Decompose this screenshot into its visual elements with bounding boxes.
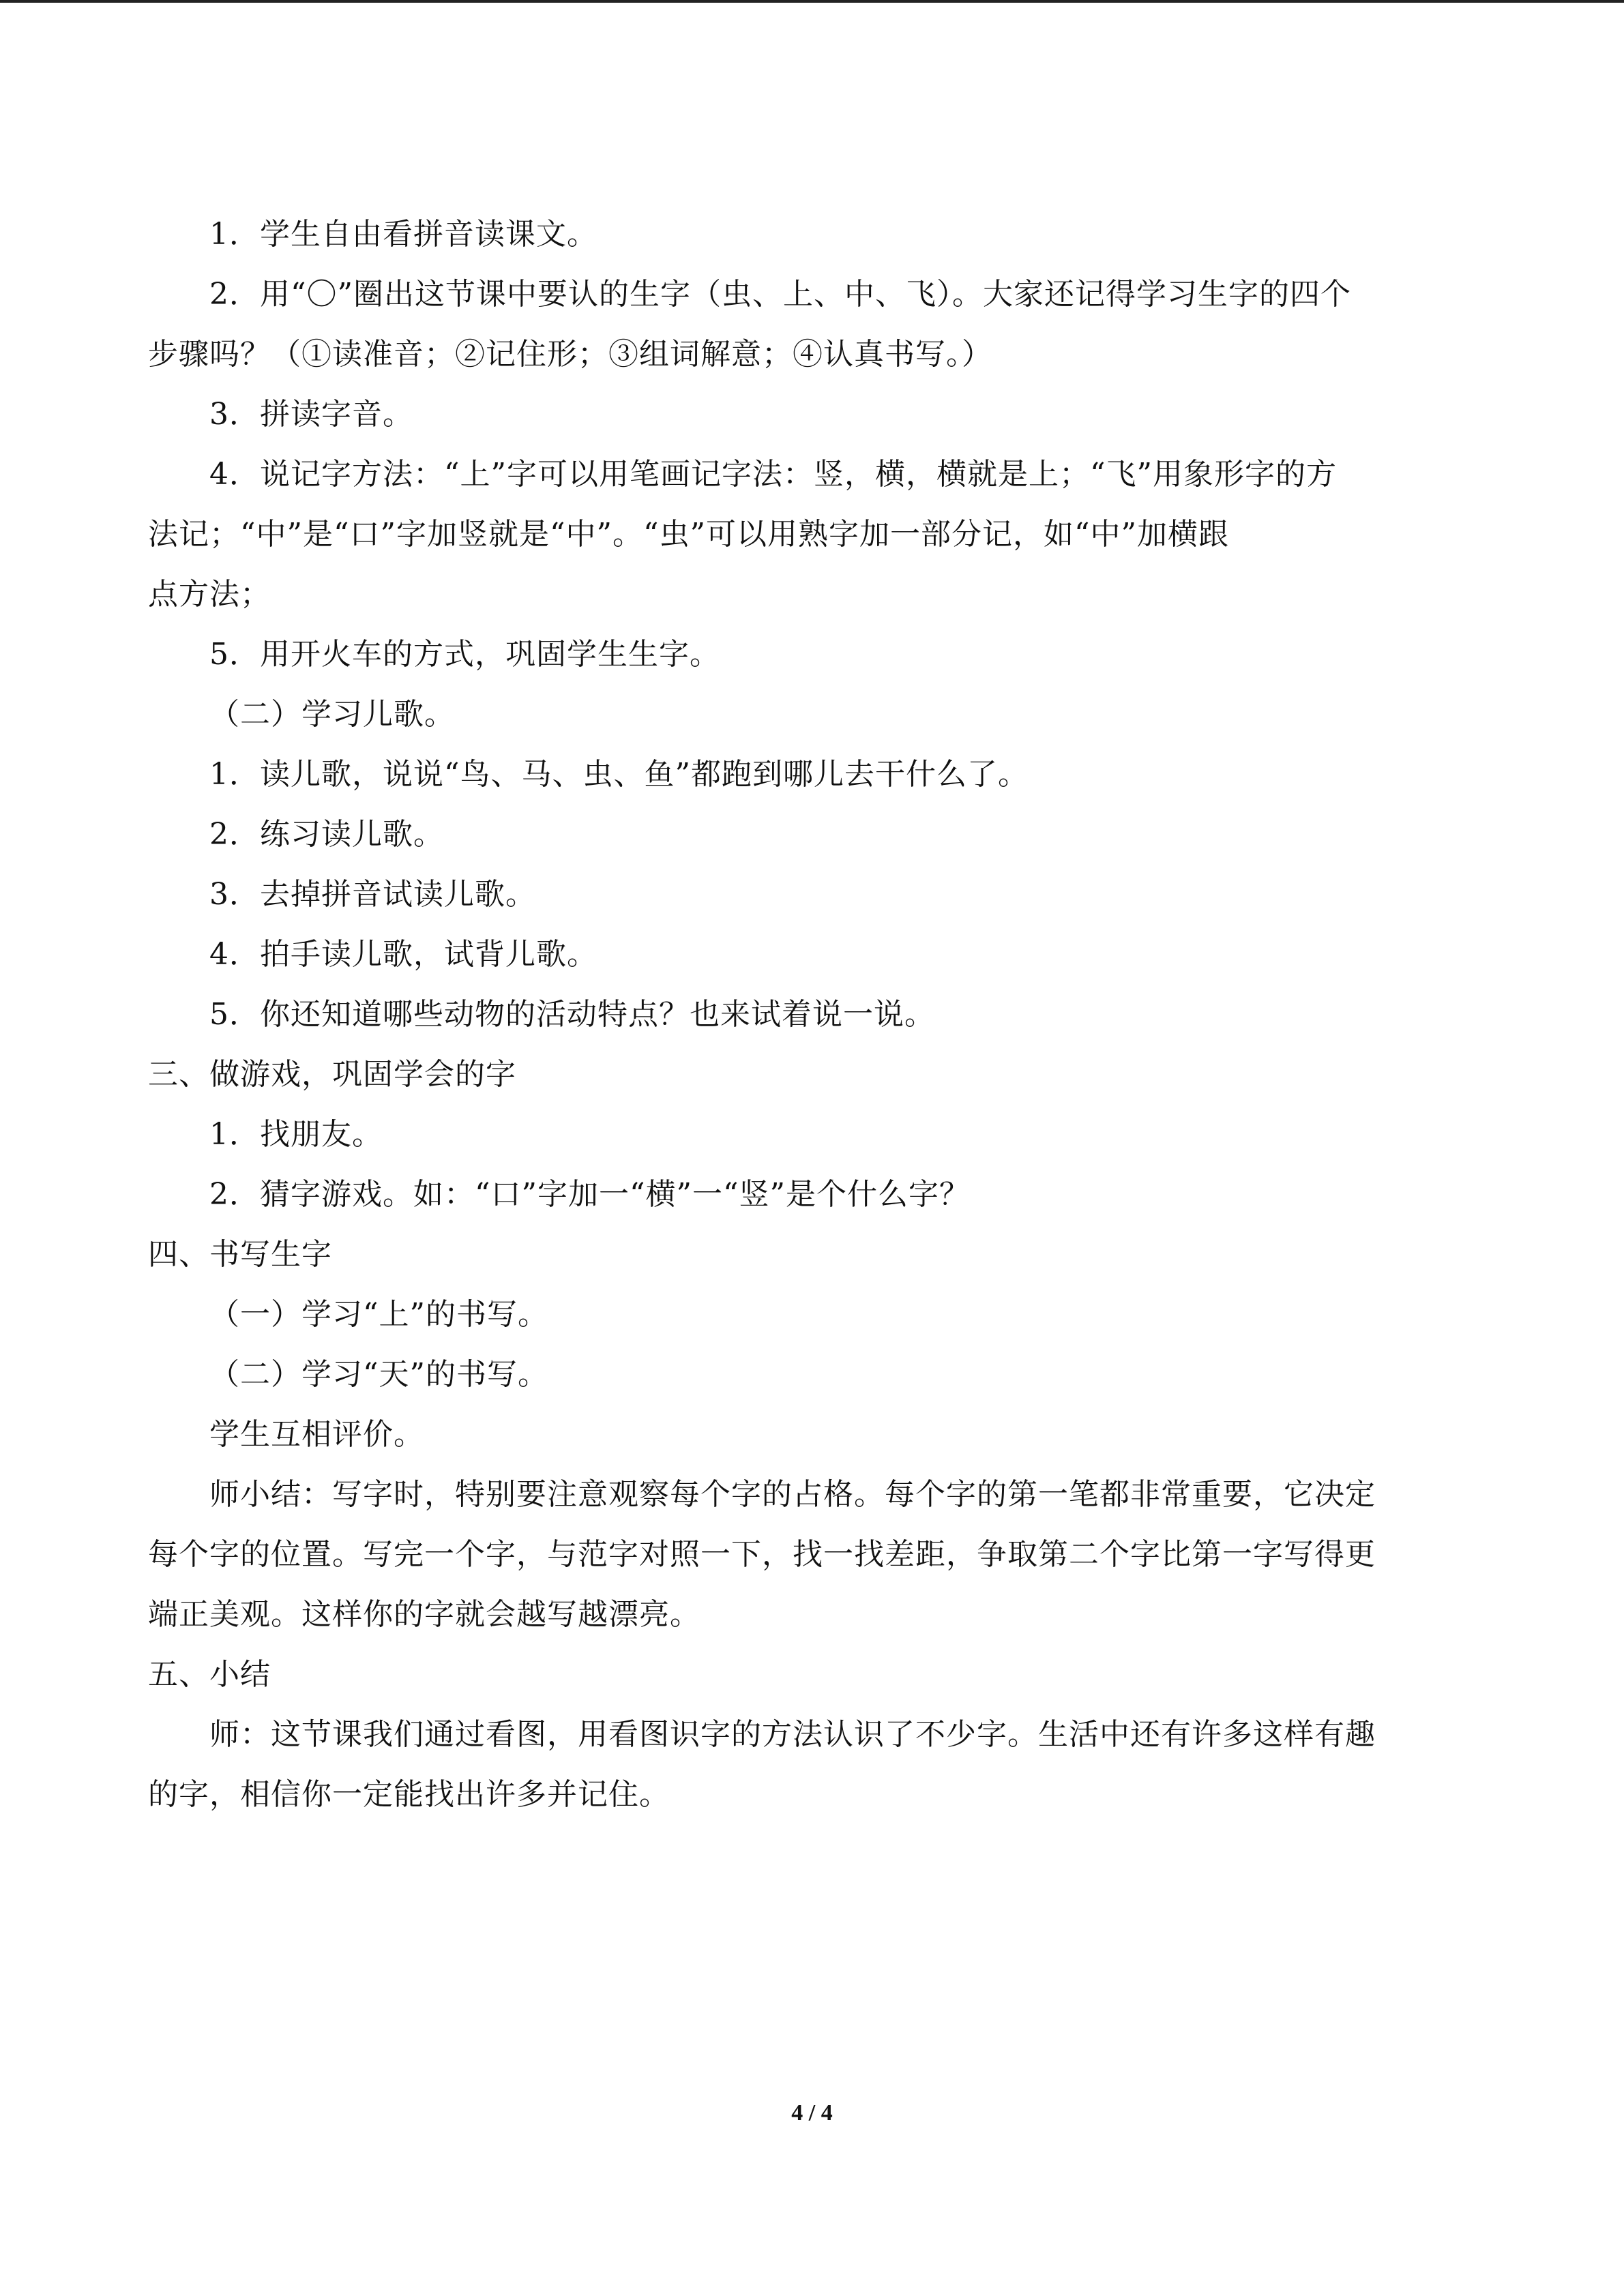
game-step-2: 2．猜字游戏。如：“口”字加一“横”一“竖”是个什么字？ xyxy=(209,1177,970,1212)
step-3-line: 3．拼读字音。 xyxy=(209,397,413,432)
song-step-2: 2．练习读儿歌。 xyxy=(209,817,444,852)
top-border-line xyxy=(0,0,1624,3)
conclusion-line-a: 师：这节课我们通过看图，用看图识字的方法认识了不少字。生活中还有许多这样有趣 xyxy=(209,1717,1376,1752)
writing-step-3: 学生互相评价。 xyxy=(209,1417,424,1452)
step-2-line-a: 2．用“〇”圈出这节课中要认的生字（虫、上、中、飞）。大家还记得学习生字的四个 xyxy=(209,277,1351,312)
conclusion-line-b: 的字，相信你一定能找出许多并记住。 xyxy=(148,1777,670,1812)
section-heading-5: 五、小结 xyxy=(148,1657,271,1692)
step-4-line-c: 点方法； xyxy=(148,577,271,612)
step-2-line-b: 步骤吗？（①读准音；②记住形；③组词解意；④认真书写。） xyxy=(148,337,992,372)
teacher-summary-line-c: 端正美观。这样你的字就会越写越漂亮。 xyxy=(148,1597,700,1632)
song-step-4: 4．拍手读儿歌，试背儿歌。 xyxy=(209,937,597,972)
step-1-line: 1．学生自由看拼音读课文。 xyxy=(209,217,597,252)
step-4-line-b: 法记；“中”是“口”字加竖就是“中”。“虫”可以用熟字加一部分记，如“中”加横跟 xyxy=(148,517,1229,552)
section-heading-3: 三、做游戏，巩固学会的字 xyxy=(148,1057,516,1092)
writing-step-2: （二）学习“天”的书写。 xyxy=(209,1357,548,1392)
step-5-line: 5．用开火车的方式，巩固学生生字。 xyxy=(209,637,720,672)
song-step-3: 3．去掉拼音试读儿歌。 xyxy=(209,877,536,912)
song-step-1: 1．读儿歌，说说“鸟、马、虫、鱼”都跑到哪儿去干什么了。 xyxy=(209,757,1029,792)
subsection-heading-2: （二）学习儿歌。 xyxy=(209,697,455,732)
writing-step-1: （一）学习“上”的书写。 xyxy=(209,1297,548,1332)
game-step-1: 1．找朋友。 xyxy=(209,1117,383,1152)
teacher-summary-line-b: 每个字的位置。写完一个字，与范字对照一下，找一找差距，争取第二个字比第一字写得更 xyxy=(148,1537,1376,1572)
page-number: 4 / 4 xyxy=(791,2100,833,2126)
section-heading-4: 四、书写生字 xyxy=(148,1237,332,1272)
step-4-line-a: 4．说记字方法：“上”字可以用笔画记字法：竖，横，横就是上；“飞”用象形字的方 xyxy=(209,457,1337,492)
document-body xyxy=(148,205,1478,1825)
song-step-5: 5．你还知道哪些动物的活动特点？也来试着说一说。 xyxy=(209,997,935,1032)
teacher-summary-line-a: 师小结：写字时，特别要注意观察每个字的占格。每个字的第一笔都非常重要，它决定 xyxy=(209,1477,1376,1512)
